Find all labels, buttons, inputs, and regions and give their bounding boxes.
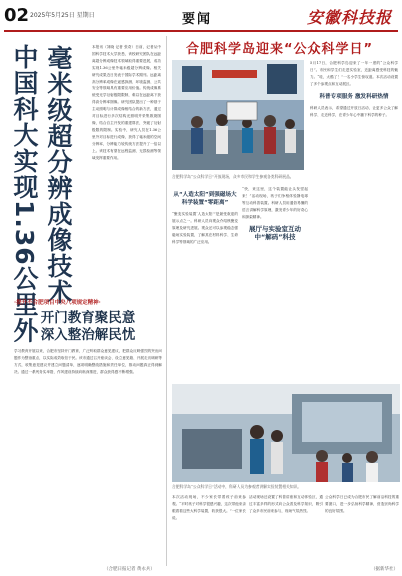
headline-line2: 深入整治解民忧 [40,327,136,343]
main-story-col-a [172,186,238,246]
kicker: ·提升不合肥项目中央八项规定精神· [14,300,101,306]
bottom-col-2 [249,494,323,515]
bottom-col-1-text: 本次活动现场，不少家长带着孩子前来参观。“平时孩子对科学很感兴趣，这次带他来亲眼看看这些大科学装置，收获很大。”一位家长说。 [172,495,246,520]
bottom-left-headline [14,310,162,344]
byline: （合肥日报记者 黄永兵） [104,567,155,572]
right-col-text: 科研人员表示，希望通过开放日活动，让更多公众了解科学、走近科学，在青少年心中播下科学的种子。 [310,106,398,118]
page-number: 02 [4,5,30,26]
header-rule [4,30,398,32]
section-title: 要闻 [182,12,213,27]
col-a-text: “聚变实验装置‘人造太阳’”是最受欢迎的展示点之一。科研人员向观众介绍核聚变原理及研究进展。观众还可以参观稳态强磁场实验装置，了解其在材料科学、生命科学等领域的广泛应用。 [172,212,238,244]
column-divider [166,36,167,566]
bottom-col-1 [172,494,246,522]
subhead-lab-interaction: 展厅与实验室互动中“解码”科技 [249,224,301,242]
left-headline-part2: 中国科大实现1.36公里外 [10,44,39,344]
bottom-left-text: 学习教育开展以来，合肥市坚持开门教育，广泛听取群众意见建议，把群众反映强烈的突出问题作为整治重点，以实际成效取信于民。该市通过召开座谈会、设立意见箱、开展走访调研等方式，收集意见建议并建立问题清单，逐项明确整改措施和责任单位，推动问题真正得到解决。通过一系列务实举措，作风建设持续向纵深推进，群众获得感不断增强。 [14,349,162,374]
issue-date: 2025年5月25日 星期日 [30,12,95,19]
main-story-right-col [310,60,398,119]
bottom-left-body [14,348,162,376]
main-headline: 合肥科学岛迎来“公众科学日” [186,42,374,57]
intro-text: 5月17日，合肥科学岛迎来了一年一度的“公众科学日”。市民和学生们走进实验室，近距离感受科技的魅力。“哇，太酷了！”一名小学生惊叹道。本次活动设置了多个参观点和互动展区。 [310,61,398,86]
main-story-col-b [242,186,308,246]
left-story-text: 本报讯（刘晓 记者 张奇）日前，记者从中国科学技术大学获悉，该校研究团队在远距离超分辨成像技术领域取得重要进展，成功实现1.36公里外毫米级超分辨成像。相关研究成果近日发表于国际学术期刊。远距离高分辨率成像在遥感探测、环境监测、公共安全等领域具有重要应用价值。传统成像系统受光学衍射极限限制，难以在远距离下获得高分辨率图像。研究团队提出了一种基于主动照明与计算成像相结合的新方法，通过对目标进行多次结构光照明并采集散斑图像，结合自主开发的重建算法，突破了衍射极限的限制。实验中，研究人员在1.36公里外对目标进行成像，获得了毫米级的空间分辨率，分辨能力较传统方法提升了一倍以上。该技术有望在远程监测、无损检测等领域发挥重要作用。 [92,45,161,160]
subhead-devices: 从“人造太阳”到强磁场大科学装置“零距离” [173,192,237,206]
exhibition-photo-image [172,60,304,170]
masthead-logo: 安徽科技报 [306,8,392,27]
headline-line1: 开门教育聚民意 [40,310,136,326]
left-story-body [92,44,161,161]
bottom-col-3-text: 公众科学日已成为合肥市民了解前沿科技的重要窗口，进一步弘扬科学精神，营造崇尚科学的良好氛围。 [325,495,399,513]
page-header [0,0,402,36]
photo-caption: 合肥科学岛“公众科学日”开放现场，众多市民和学生参观各类科研展品。 [172,174,294,179]
main-photo [172,60,304,170]
bottom-col-2-text: 活动现场还设置了科普讲座和互动体验区，通过丰富多样的形式向公众普及科学知识，吸引了众多市民前来参与，现场气氛热烈。 [249,495,323,513]
lab-photo [172,384,400,482]
subhead-science-day: 科普专项服务 激发科研热情 [319,93,389,100]
story-source: （据新华社） [371,567,398,572]
lab-photo-image [172,384,400,482]
bottom-col-3 [325,494,399,515]
left-headline-part1: 毫米级超分辨成像技术 [44,45,73,305]
col-b-text: “快，来这里，这个装置能让头发竖起来！”活动现场，孩子们争相体验静电球等互动科普装置。科研人员用通俗易懂的语言讲解科学原理，激发青少年的好奇心和探索精神。 [242,187,308,219]
lab-photo-caption: 合肥科学岛“公众科学日”活动中，科研人员为参观者讲解实验装置相关知识。 [172,484,302,489]
